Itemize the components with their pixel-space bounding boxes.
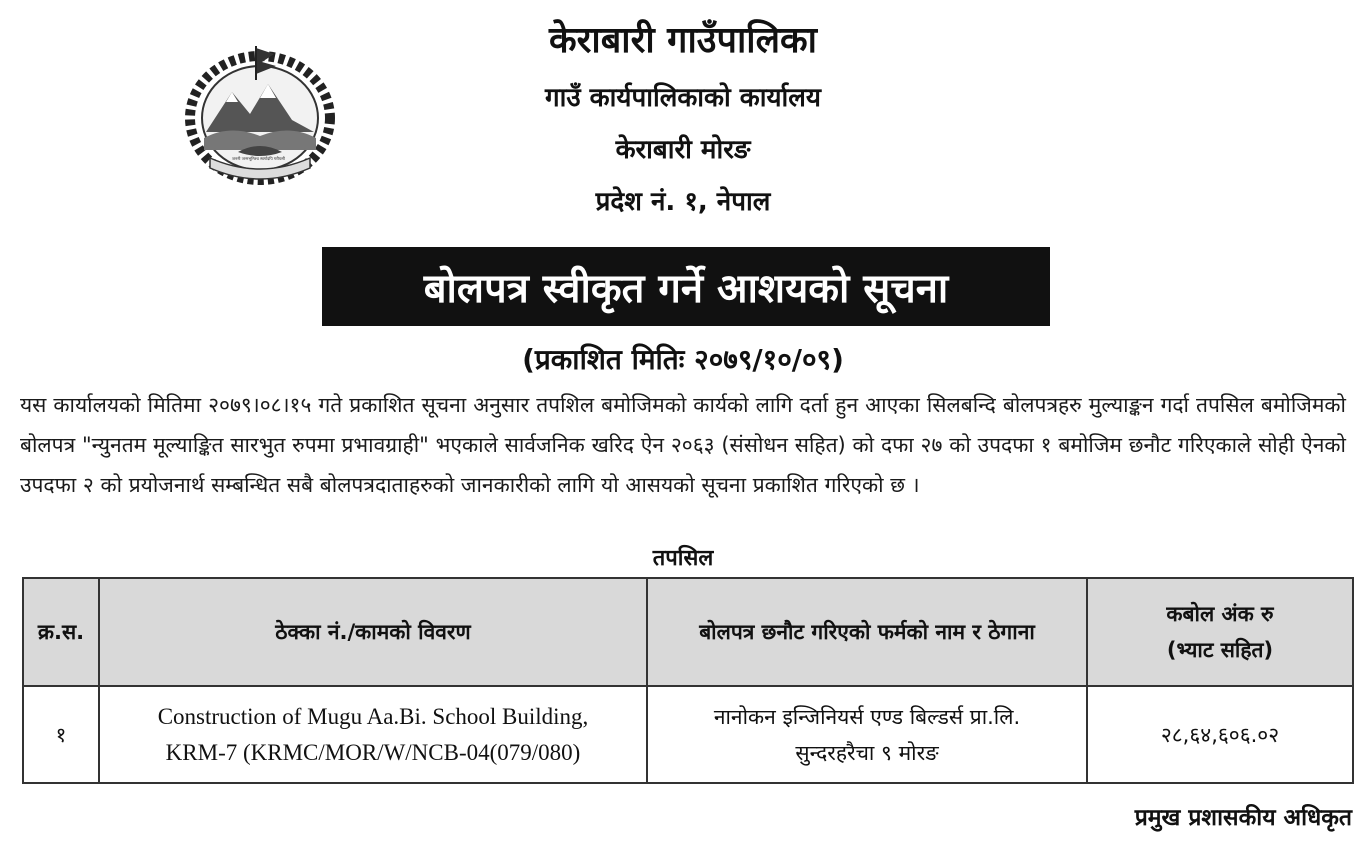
notice-banner xyxy=(322,247,1050,326)
office-subtitle: गाउँ कार्यपालिकाको कार्यालय xyxy=(545,83,821,113)
bid-table xyxy=(22,577,1354,784)
office-location: केराबारी मोरङ xyxy=(615,135,751,165)
cell-firm xyxy=(647,686,1087,783)
office-province: प्रदेश नं. १, नेपाल xyxy=(595,187,771,217)
published-date: (प्रकाशित मितिः २०७९/१०/०९) xyxy=(522,343,844,376)
header-contract: ठेक्का नं./कामको विवरण xyxy=(99,578,647,686)
header-firm: बोलपत्र छनौट गरिएको फर्मको नाम र ठेगाना xyxy=(647,578,1087,686)
cell-contract-line2: KRM-7 (KRMC/MOR/W/NCB-04(079/080) xyxy=(165,739,581,765)
emblem-motto: जननी जन्मभूमिश्च स्वर्गादपि गरीयसी xyxy=(232,156,285,161)
header-sn: क्र.स. xyxy=(23,578,99,686)
header-amount-line1: कबोल अंक रु xyxy=(1166,602,1274,626)
notice-body: यस कार्यालयको मितिमा २०७९।०८।१५ गते प्रकाशित सूचना अनुसार तपशिल बमोजिमको कार्यको लागि दर्ता हुन आएका सिलबन्दि बोलपत्रहरु मुल्याङ्कन गर्दा तपसिल बमोजिमको बोलपत्र "न्युनतम मूल्याङ्कित सारभुत रुपमा प्रभावग्राही" भएकाले सार्वजनिक खरिद ऐन २०६३ (संसोधन सहित) को दफा २७ को उपदफा १ बमोजिम छनौट गरिएकाले सोही ऐनको उपदफा २ को प्रयोजनार्थ सम्बन्धित सबै बोलपत्रदाताहरुको जानकारीको लागि यो आसयको सूचना प्रकाशित गरिएको छ । xyxy=(20,393,1346,497)
cell-contract xyxy=(99,686,647,783)
cell-firm-line2: सुन्दरहरैचा ९ मोरङ xyxy=(795,740,939,765)
cell-firm-line1: नानोकन इन्जिनियर्स एण्ड बिल्डर्स प्रा.लि. xyxy=(713,704,1021,729)
header-amount xyxy=(1087,578,1353,686)
signature-title: प्रमुख प्रशासकीय अधिकृत xyxy=(1134,805,1352,831)
cell-amount: २८,६४,६०६.०२ xyxy=(1087,686,1353,783)
table-header-row xyxy=(23,578,1353,686)
office-title: केराबारी गाउँपालिका xyxy=(549,20,817,61)
table-row xyxy=(23,686,1353,783)
notice-banner-text: बोलपत्र स्वीकृत गर्ने आशयको सूचना xyxy=(423,266,949,312)
table-caption: तपसिल xyxy=(652,546,714,571)
cell-contract-line1: Construction of Mugu Aa.Bi. School Building, xyxy=(157,703,589,729)
cell-sn: १ xyxy=(23,686,99,783)
header-amount-line2: (भ्याट सहित) xyxy=(1166,638,1274,662)
